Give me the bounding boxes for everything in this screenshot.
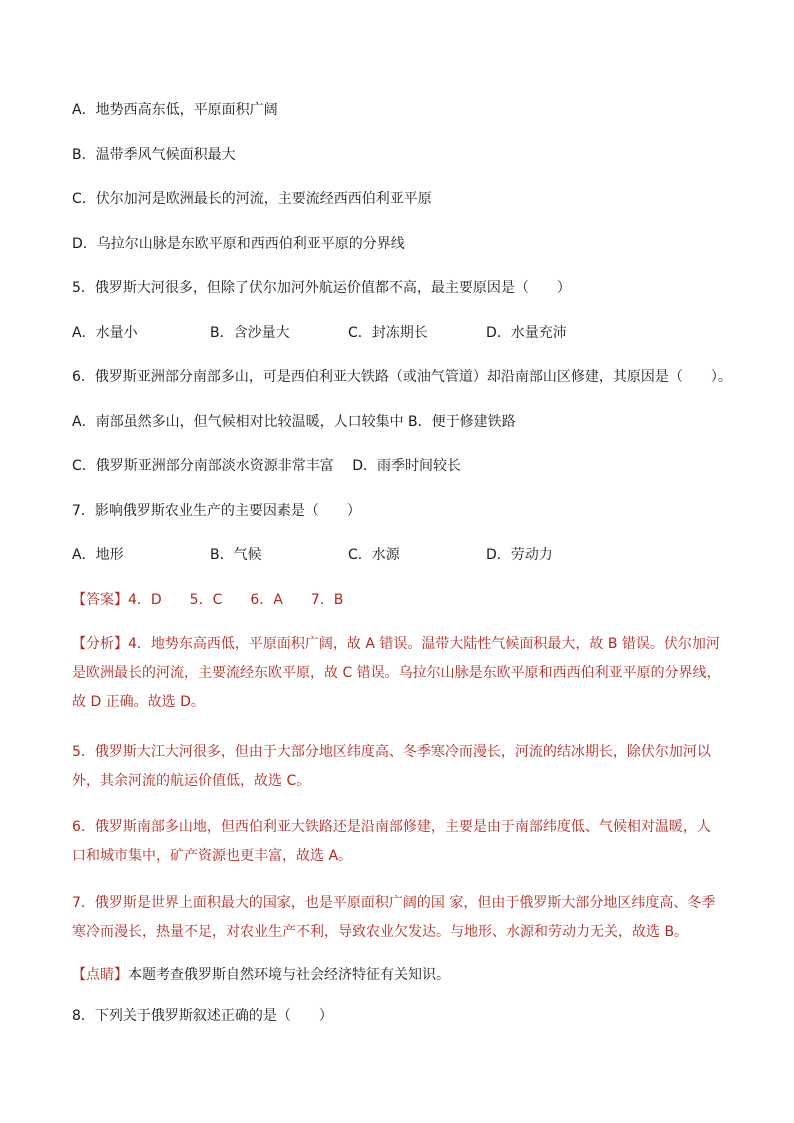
analysis-label: 【分析】	[72, 636, 128, 652]
comment-label: 【点睛】	[72, 967, 128, 983]
q5-option-a: A．水量小	[72, 325, 138, 341]
q7-options	[72, 545, 722, 565]
analysis-paragraph-7: 7．俄罗斯是世界上面积最大的国家，也是平原面积广阔的国 家，但由于俄罗斯大部分地区纬度高、冬季寒冷而漫长，热量不足，对农业生产不利，导致农业欠发达。与地形、水源和劳动力无关，故选 B。	[72, 895, 716, 940]
answer-line	[72, 590, 343, 610]
q5-stem: 5．俄罗斯大河很多，但除了伏尔加河外航运价值都不高，最主要原因是（ ）	[72, 280, 571, 296]
q4-option-a: A．地势西高东低，平原面积广阔	[72, 102, 278, 118]
comment-text: 本题考查俄罗斯自然环境与社会经济特征有关知识。	[128, 967, 450, 983]
answer-text: 4．D 5．C 6．A 7．B	[128, 592, 344, 608]
analysis-paragraph-6: 6．俄罗斯南部多山地，但西伯利亚大铁路还是沿南部修建，主要是由于南部纬度低、气候相对温暖，人口和城市集中，矿产资源也更丰富，故选 A。	[72, 819, 711, 864]
analysis-paragraph-5: 5．俄罗斯大江大河很多，但由于大部分地区纬度高、冬季寒冷而漫长，河流的结冰期长，除伏尔加河以外，其余河流的航运价值低，故选 C。	[72, 744, 711, 789]
q6-options-line2: C．俄罗斯亚洲部分南部淡水资源非常丰富 D．雨季时间较长	[72, 458, 462, 474]
q7-option-d: D．劳动力	[486, 547, 553, 563]
q7-option-a: A．地形	[72, 547, 124, 563]
q4-option-d: D．乌拉尔山脉是东欧平原和西西伯利亚平原的分界线	[72, 236, 405, 252]
q5-options	[72, 323, 722, 343]
analysis-text-4: 4．地势东高西低，平原面积广阔，故 A 错误。温带大陆性气候面积最大，故 B 错误。伏尔加河是欧洲最长的河流，主要流经东欧平原，故 C 错误。乌拉尔山脉是东欧平原和西西伯利亚平原的分界线，故 D 正确。故选 D。	[72, 636, 721, 710]
analysis-paragraph-4	[72, 630, 724, 717]
q7-option-c: C．水源	[348, 547, 400, 563]
q5-option-b: B．含沙量大	[210, 325, 290, 341]
q4-option-b: B．温带季风气候面积最大	[72, 147, 236, 163]
answer-label: 【答案】	[72, 592, 128, 608]
q6-stem: 6．俄罗斯亚洲部分南部多山，可是西伯利亚大铁路（或油气管道）却沿南部山区修建，其原因是（ ）。	[72, 369, 732, 385]
q8-stem: 8．下列关于俄罗斯叙述正确的是（ ）	[72, 1008, 333, 1024]
comment-line	[72, 965, 450, 985]
q6-options-line1: A．南部虽然多山，但气候相对比较温暖，人口较集中 B．便于修建铁路	[72, 414, 516, 430]
q5-option-d: D．水量充沛	[486, 325, 567, 341]
q4-option-c: C．伏尔加河是欧洲最长的河流，主要流经西西伯利亚平原	[72, 191, 432, 207]
q7-option-b: B．气候	[210, 547, 262, 563]
q7-stem: 7．影响俄罗斯农业生产的主要因素是（ ）	[72, 503, 361, 519]
q5-option-c: C．封冻期长	[348, 325, 428, 341]
